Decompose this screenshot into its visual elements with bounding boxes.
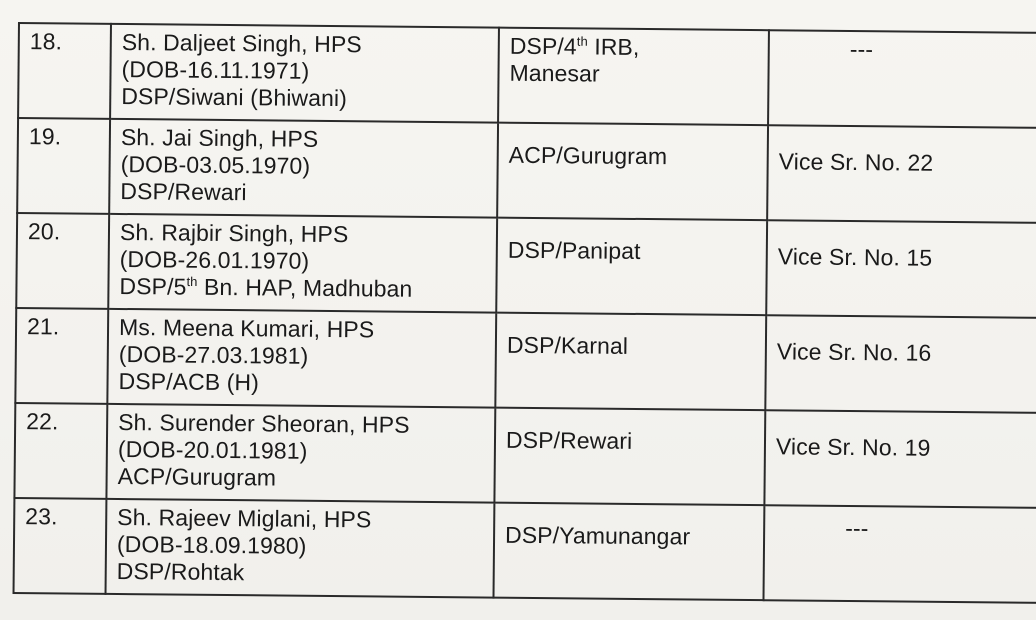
new-posting — [506, 427, 756, 456]
new-posting-text: DSP/4 — [509, 32, 577, 60]
new-posting-superscript: th — [576, 33, 588, 49]
officer-dob: (DOB-18.09.1980) — [116, 530, 307, 559]
officer-name: Sh. Daljeet Singh, HPS — [121, 28, 362, 58]
new-posting-cell — [493, 503, 764, 601]
current-posting-text: ACP/Gurugram — [117, 462, 277, 491]
table-row — [17, 118, 1036, 223]
current-posting-superscript: th — [186, 273, 198, 290]
officer-name: Sh. Rajeev Miglani, HPS — [117, 503, 372, 533]
current-posting-text: DSP/Rewari — [120, 177, 247, 206]
serial-number: 20. — [27, 218, 61, 245]
current-posting-text-cont: Bn. HAP, Madhuban — [197, 273, 413, 302]
new-posting — [507, 332, 757, 361]
remarks-cell — [766, 220, 1036, 318]
officer-dob: (DOB-27.03.1981) — [118, 340, 309, 369]
current-posting-text: DSP/Rohtak — [116, 557, 245, 586]
officer-details-cell — [109, 119, 498, 218]
serial-number-cell — [15, 308, 108, 404]
new-posting-text: DSP/Yamunangar — [504, 521, 691, 550]
serial-number-cell — [14, 498, 107, 594]
current-posting — [117, 558, 485, 589]
current-posting-text: DSP/Siwani (Bhiwani) — [121, 82, 348, 112]
remark: Vice Sr. No. 16 — [776, 338, 932, 366]
current-posting — [118, 463, 486, 494]
current-posting-text: DSP/ACB (H) — [118, 367, 260, 396]
table-row — [16, 213, 1036, 318]
serial-number: 22. — [26, 408, 59, 435]
serial-number: 23. — [25, 503, 58, 530]
serial-number: 18. — [29, 28, 63, 55]
new-posting-text-cont: IRB, — [587, 33, 640, 60]
table-row — [14, 403, 1036, 508]
transfer-table — [13, 22, 1036, 604]
officer-dob: (DOB-20.01.1981) — [117, 435, 308, 464]
table-body — [14, 23, 1036, 603]
remarks-cell — [768, 30, 1036, 128]
remarks-cell — [764, 410, 1036, 508]
serial-number-cell — [16, 213, 109, 309]
officer-name: Sh. Surender Sheoran, HPS — [118, 408, 410, 438]
current-posting — [119, 273, 487, 304]
serial-number-cell — [18, 23, 111, 119]
officer-details-cell — [106, 499, 495, 598]
remarks-cell — [763, 505, 1036, 603]
new-posting-text: DSP/Panipat — [507, 236, 641, 264]
current-posting — [118, 368, 486, 399]
new-posting — [509, 142, 759, 171]
remarks-cell — [767, 125, 1036, 223]
new-posting-cell — [494, 408, 765, 506]
remark: Vice Sr. No. 22 — [778, 148, 934, 176]
new-posting-cell — [495, 313, 766, 411]
table-row — [14, 498, 1036, 603]
officer-name: Sh. Rajbir Singh, HPS — [119, 218, 349, 248]
current-posting — [120, 178, 488, 209]
remarks-cell — [765, 315, 1036, 413]
remark: --- — [845, 514, 869, 542]
officer-name: Sh. Jai Singh, HPS — [120, 123, 319, 152]
officer-details-cell — [110, 24, 499, 123]
officer-details-cell — [106, 404, 495, 503]
serial-number: 21. — [26, 313, 60, 340]
officer-details-cell — [107, 309, 496, 408]
new-posting — [510, 33, 760, 62]
table-row — [15, 308, 1036, 413]
new-posting — [505, 522, 755, 551]
current-posting — [121, 83, 489, 114]
serial-number-cell — [17, 118, 110, 214]
officer-details-cell — [108, 214, 497, 313]
new-posting — [508, 237, 758, 266]
remark: Vice Sr. No. 19 — [775, 433, 931, 461]
officer-dob: (DOB-26.01.1970) — [119, 245, 310, 274]
new-posting-cell — [497, 123, 768, 221]
officer-dob: (DOB-03.05.1970) — [120, 150, 311, 179]
remark: Vice Sr. No. 15 — [777, 243, 933, 271]
new-posting-cell — [498, 28, 769, 126]
table-row — [18, 23, 1036, 128]
new-posting-cell — [496, 218, 767, 316]
serial-number: 19. — [28, 123, 62, 150]
remark: --- — [849, 35, 874, 63]
officer-dob: (DOB-16.11.1971) — [121, 55, 310, 84]
new-posting-text: DSP/Rewari — [505, 426, 633, 454]
new-posting-line2: Manesar — [509, 59, 600, 87]
current-posting-text: DSP/5 — [119, 272, 187, 300]
new-posting-text: ACP/Gurugram — [508, 141, 668, 170]
new-posting-text: DSP/Karnal — [506, 331, 629, 359]
officer-name: Ms. Meena Kumari, HPS — [118, 313, 375, 343]
serial-number-cell — [14, 403, 107, 499]
